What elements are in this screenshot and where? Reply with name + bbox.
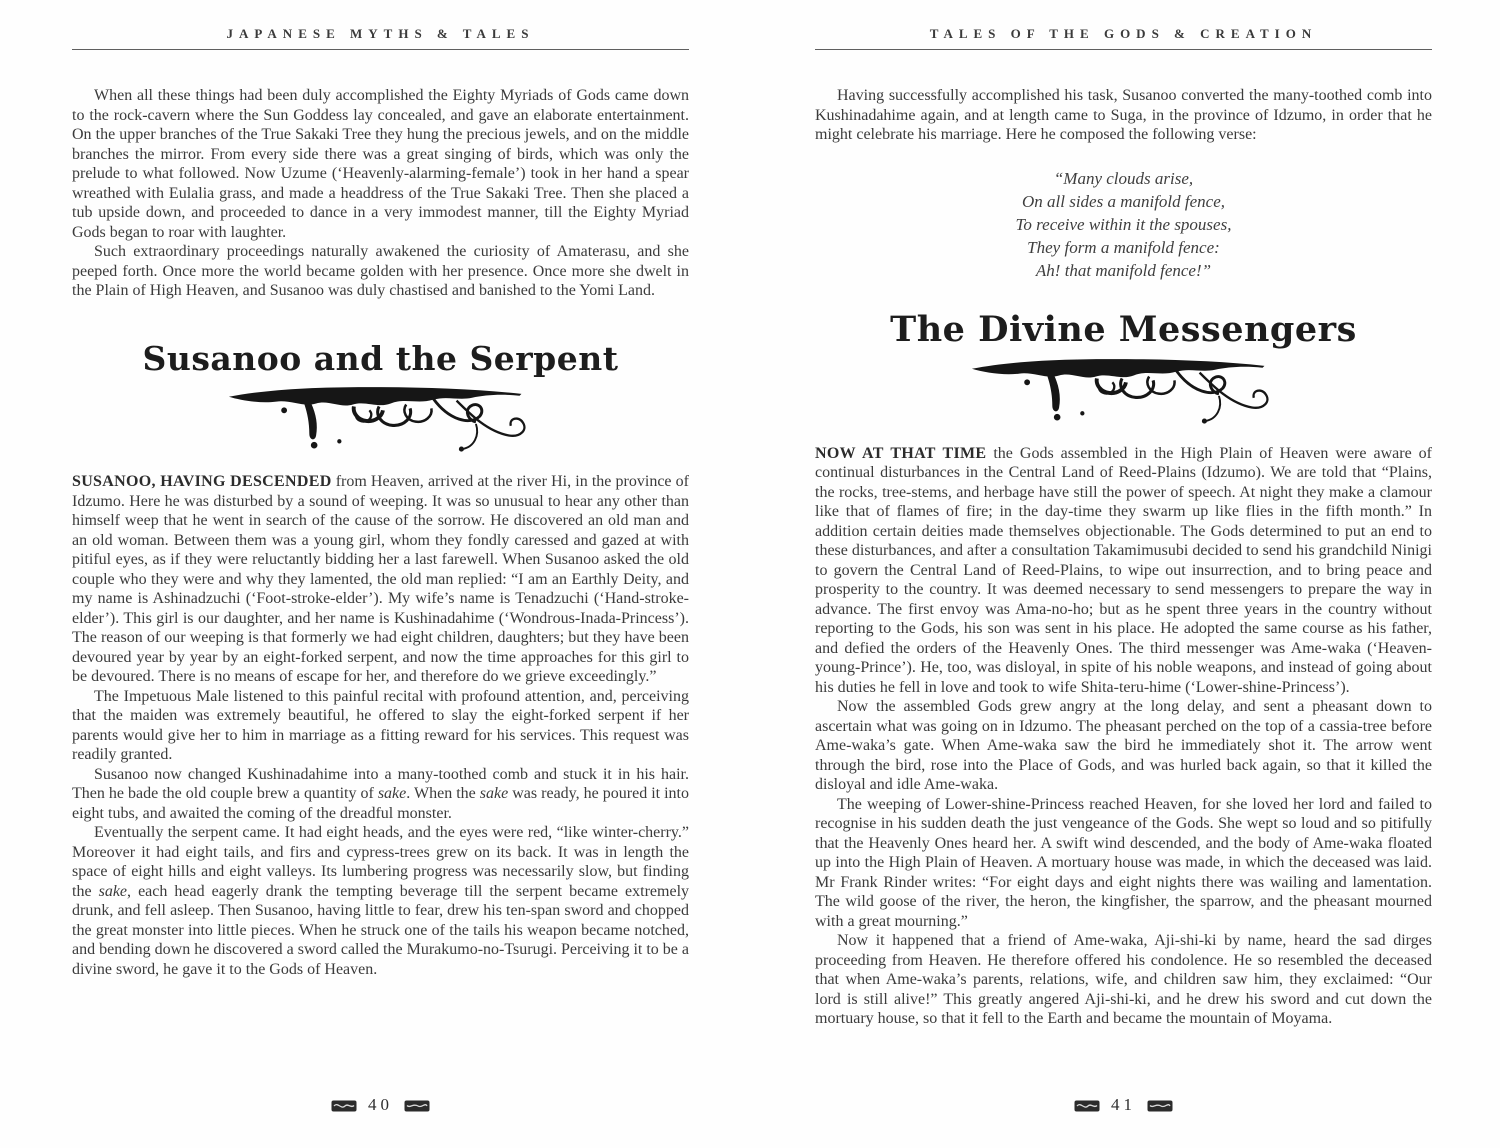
page-number: 41 <box>1111 1095 1136 1114</box>
verse <box>815 167 1432 282</box>
text-segment: When all these things had been duly accomplished the Eighty Myriads of Gods came down to the rock-cavern where the Sun Goddess lay concealed, and gave an elaborate entertainment. On the upper branches of the True Sakaki Tree they hung the precious jewels, and on the middle branches the mirror. From every side there was a great singing of birds, which was only the prelude to what followed. Now Uzume (‘Heavenly-alarming-female’) took in her hand a spear wreathed with Eulalia grass, and made a headdress of the True Sakaki Tree. Then she placed a tub upside down, and proceeded to dance in a very immodest manner, till the Eighty Myriad Gods began to roar with laughter. <box>72 87 689 241</box>
section-text-block <box>815 444 1432 1029</box>
text-segment: The Impetuous Male listened to this painful recital with profound attention, and, perceiving that the maiden was extremely beautiful, he offered to slay the eight-forked serpent if her parents would give her to him in marriage as a fitting reward for his services. This request was readily granted. <box>72 687 689 764</box>
paragraph <box>72 823 689 979</box>
text-segment: NOW AT THAT TIME <box>815 444 987 462</box>
page-header <box>72 0 689 50</box>
text-segment: Eventually the serpent came. It had eight heads, and the eyes were red, “like winter-cherry.” Moreover it had eight tails, and firs and cypress-trees grew on its back. It was in length the space of eight hills and eight valleys. Its lumbering progress was necessarily slow, but finding the <box>72 824 689 900</box>
section-text-block <box>72 472 689 979</box>
ink-flourish-ornament <box>815 352 1432 432</box>
text-segment: Such extraordinary proceedings naturally awakened the curiosity of Amaterasu, and she peeped forth. Once more the world became golden with her presence. Once more she dwelt in the Plain of High Heaven, and Susanoo was duly chastised and banished to the Yomi Land. <box>72 243 689 299</box>
text-segment: . When the <box>406 785 480 803</box>
text-segment: SUSANOO, HAVING DESCENDED <box>72 473 332 491</box>
text-segment: the Gods assembled in the High Plain of Heaven were aware of continual disturbances in the Central Land of Reed-Plains (Idzumo). We are told that “Plains, the rocks, tree-stems, and herbage have still the power of speech. At night they make a clamour like that of flames of fire; in the day-time they swarm up like flies in the fifth month.” In addition certain deities made themselves objectionable. The Gods determined to put an end to these disturbances, and after a consultation Takamimusubi decided to send his grandchild Ninigi to govern the Central Land of Reed-Plains, to wipe out insurrection, and to bring peace and prosperity to the country. It was deemed necessary to send messengers to prepare the way in advance. The first envoy was Ama-no-ho; but as he spent three years in the country without reporting to the Gods, his son was sent in his place. He adopted the same course as his father, and defied the orders of the Heavenly Ones. The third messenger was Ame-waka (‘Heaven-young-Prince’). He, too, was disloyal, in spite of his noble weapons, and instead of going about his duties he fell in love and took to wife Shita-teru-hime (‘Lower-shine-Princess’). <box>815 444 1432 696</box>
text-segment: Now it happened that a friend of Ame-waka, Aji-shi-ki by name, heard the sad dirges proceeding from Heaven. He therefore offered his condolence. He so resembled the deceased that when Ame-waka’s parents, relations, wife, and children saw him, they exclaimed: “Our lord is still alive!” This greatly angered Aji-shi-ki, and he drew his sword and cut down the mortuary house, so that it fell to the Earth and became the mountain of Moyama. <box>815 932 1432 1028</box>
section-heading: The Divine Messengers <box>890 308 1357 350</box>
running-head: TALES OF THE GODS & CREATION <box>929 26 1318 41</box>
text-segment: from Heaven, arrived at the river Hi, in the province of Idzumo. Here he was disturbed by a sound of weeping. It was so unusual to hear any other than himself weep that he went in search of the cause of the sorrow. He discovered an old man and an old woman. Between them was a young girl, whom they fondly caressed and gazed at with pitiful eyes, as if they were reluctantly bidding her a last farewell. When Susanoo asked the old couple who they were and why they lamented, the old man replied: “I am an Earthly Deity, and my name is Ashinadzuchi (‘Foot-stroke-elder’). My wife’s name is Tenadzuchi (‘Hand-stroke-elder’). This girl is our daughter, and her name is Kushinadahime (‘Wondrous-Inada-Princess’). The reason of our weeping is that formerly we had eight children, daughters; but they have been devoured year by year by an eight-forked serpent, and now the time approaches for this girl to be devoured. There is no means of escape for her, and therefore do we grieve exceedingly.” <box>72 473 689 686</box>
footer-ornament-icon <box>331 1099 357 1113</box>
right-page <box>815 0 1432 1148</box>
page-header <box>815 0 1432 50</box>
page-footer <box>815 1096 1432 1116</box>
footer-ornament-icon <box>1074 1099 1100 1113</box>
intro-text-block <box>72 86 689 301</box>
running-head: JAPANESE MYTHS & TALES <box>226 26 535 41</box>
section-heading: Susanoo and the Serpent <box>142 338 619 378</box>
verse-line: Ah! that manifold fence!” <box>1035 260 1212 280</box>
intro-text-block <box>815 86 1432 145</box>
paragraph <box>815 86 1432 145</box>
ink-splatter-icon <box>226 380 536 460</box>
verse-line: “Many clouds arise, <box>1053 168 1194 188</box>
text-segment: sake <box>377 785 407 803</box>
text-segment: Now the assembled Gods grew angry at the long delay, and sent a pheasant down to ascertain what was going on in Idzumo. The pheasant perched on the top of a cassia-tree before Ame-waka’s gate. When Ame-waka saw the bird he immediately shot it. The arrow went through the bird, rose into the Place of Gods, and was hurled back again, so that it killed the disloyal and idle Ame-waka. <box>815 698 1432 794</box>
left-page <box>72 0 689 1148</box>
text-segment: sake <box>98 882 128 900</box>
footer-ornament-icon <box>404 1099 430 1113</box>
paragraph <box>72 765 689 824</box>
paragraph <box>72 687 689 765</box>
text-segment: was ready, he poured it into eight tubs, and awaited the coming of the dreadful monster. <box>72 785 689 822</box>
header-rule <box>72 49 689 50</box>
verse-line: They form a manifold fence: <box>1027 237 1220 257</box>
page-number: 40 <box>368 1095 393 1114</box>
text-segment: The weeping of Lower-shine-Princess reached Heaven, for she loved her lord and failed to recognise in his sudden death the just vengeance of the Gods. She wept so loud and so pitifully that the Heavenly Ones heard her. A swift wind descended, and the body of Ame-waka floated up into the High Plain of Heaven. A mortuary house was made, in which the deceased was laid. Mr Frank Rinder writes: “For eight days and eight nights there was wailing and lamentation. The wild goose of the river, the heron, the kingfisher, the sparrow, and the pheasant mourned with a great mourning.” <box>815 795 1432 930</box>
verse-line: To receive within it the spouses, <box>1015 214 1232 234</box>
text-segment: sake <box>479 785 509 803</box>
text-segment: Susanoo now changed Kushinadahime into a many-toothed comb and stuck it in his hair. Then he bade the old couple brew a quantity of <box>72 765 689 803</box>
ink-splatter-icon <box>969 352 1279 432</box>
paragraph <box>815 697 1432 795</box>
footer-ornament-icon <box>1147 1099 1173 1113</box>
paragraph <box>815 795 1432 932</box>
page-footer <box>72 1096 689 1116</box>
verse-line: On all sides a manifold fence, <box>1021 191 1226 211</box>
header-rule <box>815 49 1432 50</box>
text-segment: , each head eagerly drank the tempting beverage till the serpent became extremely drunk, and fell asleep. Then Susanoo, having little to fear, drew his ten-span sword and chopped the great monster into little pieces. When he struck one of the tails his weapon became notched, and bending down he discovered a sword called the Murakumo-no-Tsurugi. Perceiving it to be a divine sword, he gave it to the Gods of Heaven. <box>72 882 690 978</box>
paragraph <box>72 472 689 687</box>
text-segment: Having successfully accomplished his task, Susanoo converted the many-toothed comb into Kushinadahime again, and at length came to Suga, in the province of Idzumo, in order that he might celebrate his marriage. Here he composed the following verse: <box>815 87 1432 143</box>
paragraph <box>72 86 689 242</box>
paragraph <box>72 242 689 301</box>
paragraph <box>815 931 1432 1029</box>
paragraph <box>815 444 1432 698</box>
ink-flourish-ornament <box>72 380 689 460</box>
